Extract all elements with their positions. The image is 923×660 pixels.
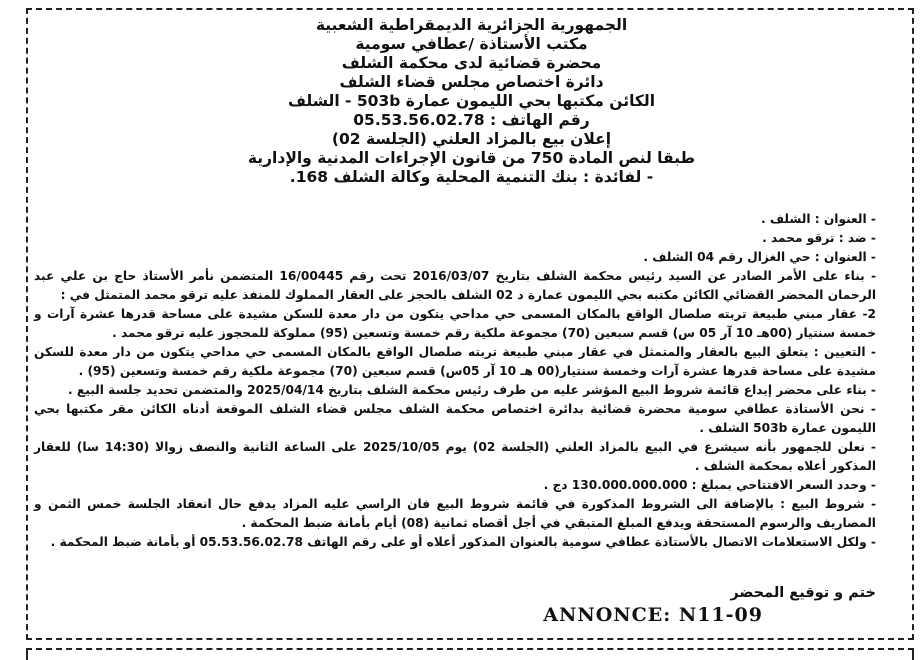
header-line: دائرة اختصاص مجلس قضاء الشلف [339, 73, 604, 91]
header-line: مكتب الأستاذة /عطافي سومية [355, 35, 588, 53]
header-line: طبقا لنص المادة 750 من قانون الإجراءات المدنية والإدارية [247, 149, 696, 167]
paragraph: - العنوان : حي الغزال رقم 04 الشلف . [643, 250, 876, 264]
paragraph: - التعيين : يتعلق البيع بالعقار والمتمثل في عقار مبني طبيعة تربته صلصال الواقع بالمكان المسمى حي مداحي يتكون من دار معدة للسكن مشيدة على مساحة قدرها عشرة آرات وخمسة سنتيار(00 هـ 10 آر 05س) قسم سبعين (70) مجموعة ملكية رقم خمسة وتسعين (95) . [34, 345, 876, 378]
signature-line: ختم و توقيع المحضر [730, 585, 876, 601]
paragraph: - العنوان : الشلف . [760, 212, 876, 226]
header-line: رقم الهاتف : 05.53.56.02.78 [353, 111, 590, 129]
paragraph: - بناء على الأمر الصادر عن السيد رئيس محكمة الشلف بتاريخ 2016/03/07 تحت رقم 16/00445 المتضمن نأمر الأستاذ حاج بن علي عبد الرحمان المحضر القضائي الكائن مكتبه بحي الليمون عمارة د 02 الشلف بالحجز على العقار المملوك للمنفذ عليه ترقو محمد المتمثل في : [34, 269, 877, 302]
paragraph: 2- عقار مبني طبيعة تربته صلصال الواقع بالمكان المسمى حي مداحي يتكون من دار معدة للسكن مشيدة على مساحة قدرها عشرة آرات و خمسة سنتيار (00هـ 10 آر 05 س) قسم سبعين (70) مجموعة ملكية رقم خمسة وتسعين (95) مملوكة للمحجوز عليه ترقو محمد . [34, 307, 876, 340]
header-line: إعلان بيع بالمزاد العلني (الجلسة 02) [331, 130, 612, 148]
annonce-number: ANNONCE: N11-09 [543, 604, 763, 626]
header-line: الكائن مكتبها بحي الليمون عمارة 503b - الشلف [287, 92, 656, 110]
next-notice-border [26, 648, 914, 660]
paragraph: - ولكل الاستعلامات الاتصال بالأستاذة عطافي سومية بالعنوان المذكور أعلاه أو على رقم الهاتف 05.53.56.02.78 أو بأمانة ضبط المحكمة . [50, 535, 876, 549]
paragraph: - وحدد السعر الافتتاحي بمبلغ : 130.000.000.000 دج . [543, 478, 876, 492]
notice-header [40, 16, 903, 187]
paragraph: - نحن الأستاذة عطافي سومية محضرة قضائية بدائرة اختصاص محكمة الشلف مجلس قضاء الشلف الموقعة أدناه الكائن مقر مكتبها بحي الليمون عمارة 503b الشلف . [34, 402, 876, 435]
paragraph: - ضد : ترقو محمد . [762, 231, 876, 245]
header-line: الجمهورية الجزائرية الديمقراطية الشعبية [315, 16, 628, 34]
header-line: محضرة قضائية لدى محكمة الشلف [341, 54, 602, 72]
paragraph: - بناء على محضر إيداع قائمة شروط البيع المؤشر عليه من طرف رئيس محكمة الشلف بتاريخ 2025/04/14 والمتضمن تحديد جلسة البيع . [68, 383, 876, 397]
header-line: - لفائدة : بنك التنمية المحلية وكالة الشلف 168. [289, 168, 654, 186]
paragraph: - شروط البيع : بالإضافة الى الشروط المذكورة في قائمة شروط البيع فان الراسي عليه المزاد يدفع حال انعقاد الجلسة خمس الثمن و المصاريف والرسوم المستحقة ويدفع المبلغ المتبقي في أجل أقصاه ثمانية (08) أيام بأمانة ضبط المحكمة . [34, 497, 876, 530]
paragraph: - نعلن للجمهور بأنه سيشرع في البيع بالمزاد العلني (الجلسة 02) يوم 2025/10/05 على الساعة الثانية والنصف زوالا (14:30 سا) للعقار المذكور أعلاه بمحكمة الشلف . [34, 440, 876, 473]
notice-body [34, 210, 876, 552]
